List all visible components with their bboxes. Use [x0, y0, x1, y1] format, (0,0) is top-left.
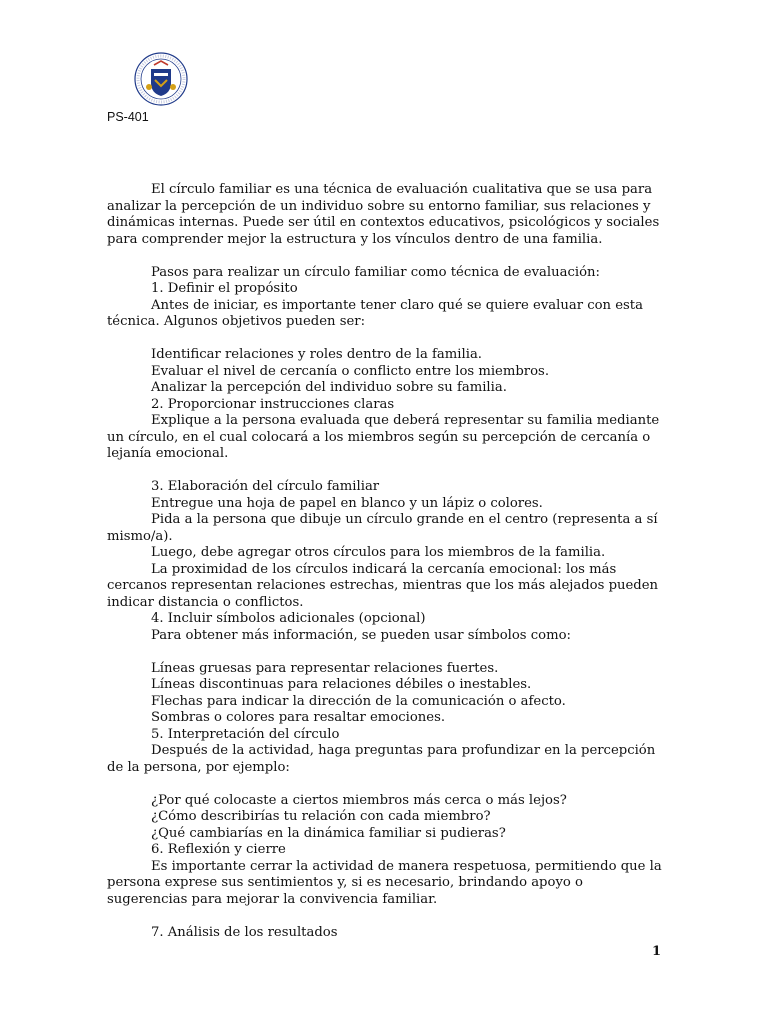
step2-title: 2. Proporcionar instrucciones claras: [151, 396, 395, 412]
list-item: Sombras o colores para resaltar emociones.: [151, 710, 446, 725]
list-item: Evaluar el nivel de cercanía o conflicto entre los miembros.: [151, 363, 550, 379]
list-item: Analizar la percepción del individuo sobre su familia.: [151, 380, 507, 395]
list-item: Líneas discontinuas para relaciones débiles o inestables.: [151, 677, 532, 692]
step6-text: Es importante cerrar la actividad de manera respetuosa, permitiendo que la persona exprese sus sentimientos y, si es necesario, brindando apoyo o sugerencias para mejorar la convivencia familiar.: [107, 858, 662, 907]
document-body: [107, 182, 663, 941]
step7-title: 7. Análisis de los resultados: [151, 924, 338, 940]
list-item: La proximidad de los círculos indicará la cercanía emocional: los más cercanos representan relaciones estrechas, mientras que los más alejados pueden indicar distancia o conflictos.: [107, 561, 659, 610]
list-item: ¿Cómo describirías tu relación con cada miembro?: [151, 809, 491, 824]
list-item: Entregue una hoja de papel en blanco y un lápiz o colores.: [151, 495, 543, 511]
list-item: ¿Por qué colocaste a ciertos miembros más cerca o más lejos?: [151, 792, 567, 808]
course-code: PS-401: [107, 110, 149, 124]
list-item: Líneas gruesas para representar relaciones fuertes.: [151, 660, 499, 676]
list-item: Pida a la persona que dibuje un círculo grande en el centro (representa a sí mismo/a).: [107, 512, 658, 544]
university-seal-logo: [132, 51, 190, 107]
step1-title: 1. Definir el propósito: [151, 281, 298, 296]
step5-title: 5. Interpretación del círculo: [151, 726, 340, 742]
step1-text: Antes de iniciar, es importante tener claro qué se quiere evaluar con esta técnica. Algunos objetivos pueden ser:: [107, 297, 643, 329]
list-item: Flechas para indicar la dirección de la comunicación o afecto.: [151, 693, 566, 709]
list-item: ¿Qué cambiarías en la dinámica familiar si pudieras?: [151, 825, 506, 841]
step5-text: Después de la actividad, haga preguntas para profundizar en la percepción de la persona, por ejemplo:: [107, 743, 656, 775]
step6-title: 6. Reflexión y cierre: [151, 842, 286, 857]
step2-text: Explique a la persona evaluada que deberá representar su familia mediante un círculo, en el cual colocará a los miembros según su percepción de cercanía o lejanía emocional.: [107, 413, 660, 461]
page-number: 1: [652, 944, 662, 959]
list-item: Luego, debe agregar otros círculos para los miembros de la familia.: [151, 545, 606, 560]
step3-title: 3. Elaboración del círculo familiar: [151, 479, 380, 494]
list-item: Identificar relaciones y roles dentro de la familia.: [151, 347, 483, 362]
intro-paragraph: El círculo familiar es una técnica de evaluación cualitativa que se usa para analizar la percepción de un individuo sobre su entorno familiar, sus relaciones y dinámicas internas. Puede ser útil en contextos educativos, psicológicos y sociales para comprender mejor la estructura y los vínculos dentro de una familia.: [107, 182, 660, 247]
step4-text: Para obtener más información, se pueden usar símbolos como:: [151, 627, 571, 643]
steps-title: Pasos para realizar un círculo familiar como técnica de evaluación:: [151, 264, 600, 280]
step4-title: 4. Incluir símbolos adicionales (opcional): [151, 611, 426, 626]
